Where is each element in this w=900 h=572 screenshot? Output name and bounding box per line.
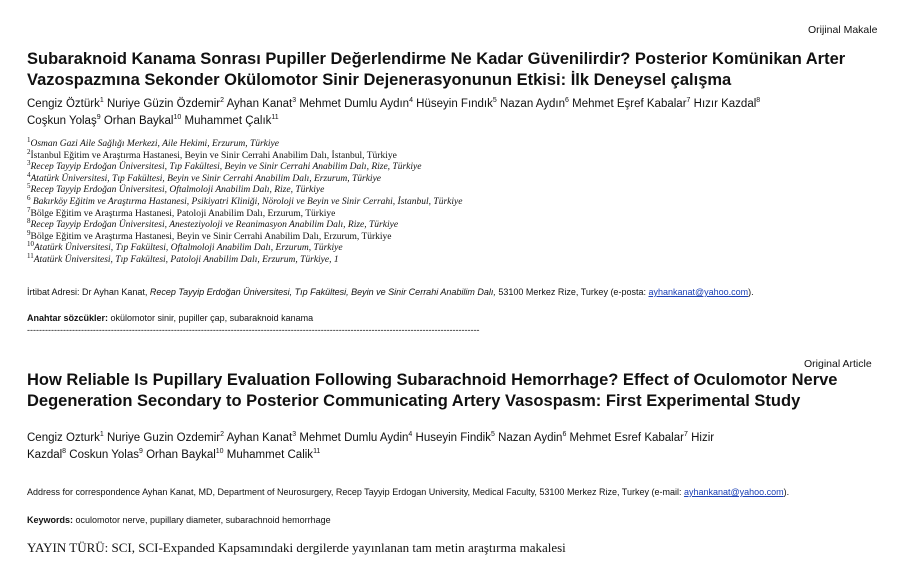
- affiliation-text: Recep Tayyip Erdoğan Üniversitesi, Anesteziyoloji ve Reanimasyon Anabilim Dalı, Rize, Türkiye: [30, 220, 399, 231]
- author-affiliation-number: 8: [62, 448, 67, 456]
- correspondence-tr: [27, 287, 887, 297]
- affiliation-text: Recep Tayyip Erdoğan Üniversitesi, Tıp Fakültesi, Beyin ve Sinir Cerrahi Anabilim Dalı, Rize, Türkiye: [30, 162, 422, 173]
- keywords-en-label: Keywords:: [27, 515, 74, 525]
- author-name: Orhan Baykal: [146, 449, 216, 461]
- correspondence-en-text: Address for correspondence Ayhan Kanat, MD, Department of Neurosurgery, Recep Tayyip Erdogan University, Medical Faculty, 53100 Merkez Rize, Turkey (e-mail:: [27, 487, 684, 497]
- affiliation-item: [27, 182, 887, 197]
- affiliation-item: [27, 159, 887, 174]
- affiliation-item: [27, 217, 887, 232]
- author-name: Nuriye Güzin Özdemir: [106, 98, 221, 110]
- author-affiliation-number: 7: [683, 431, 688, 439]
- author-name: Kazdal: [27, 449, 63, 461]
- correspondence-tr-institution: Recep Tayyip Erdoğan Üniversitesi, Tıp Fakültesi, Beyin ve Sinir Cerrahi Anabilim Dalı,: [149, 287, 496, 297]
- affiliation-item: [27, 205, 887, 221]
- publication-type-note: YAYIN TÜRÜ: SCI, SCI-Expanded Kapsamındaki dergilerde yayınlanan tam metin araştırma makalesi: [27, 540, 566, 555]
- title-tr-line2: Vazospazmına Sekonder Okülomotor Sinir Dejenerasyonunun Etkisi: İlk Deneysel çalışma: [27, 71, 732, 89]
- affiliation-number: 4: [27, 170, 31, 179]
- author-name: Muhammet Çalık: [184, 115, 272, 127]
- affiliation-text: Bakırköy Eğitim ve Araştırma Hastanesi, Psikiyatri Kliniği, Nöroloji ve Beyin ve Sinir Cerrahi, İstanbul, Türkiye: [30, 196, 463, 207]
- author-affiliation-number: 4: [409, 97, 413, 105]
- author-name: Nazan Aydin: [498, 432, 563, 444]
- title-tr: [27, 49, 887, 91]
- author-affiliation-number: 3: [292, 431, 297, 439]
- affiliation-text: Atatürk Üniversitesi, Tıp Fakültesi, Beyin ve Sinir Cerrahi Anabilim Dalı, Erzurum, Türkiye: [30, 173, 381, 184]
- author-name: Coşkun Yolaş: [27, 115, 97, 127]
- author-name: Ayhan Kanat: [226, 432, 293, 444]
- authors-tr-line1: [27, 96, 887, 113]
- affiliation-item: [27, 228, 887, 244]
- affiliation-number: 8: [27, 217, 31, 225]
- author-name: Ayhan Kanat: [226, 98, 293, 110]
- article-type-tr: Orijinal Makale: [808, 24, 878, 36]
- author-affiliation-number: 2: [220, 431, 224, 439]
- correspondence-tr-address: 53100 Merkez Rize, Turkey (e-posta:: [495, 287, 649, 297]
- keywords-en: [27, 515, 331, 525]
- author-name: Nazan Aydın: [499, 98, 565, 110]
- author-name: Hızır Kazdal: [693, 98, 757, 110]
- affiliation-text: Recep Tayyip Erdoğan Üniversitesi, Oftalmoloji Anabilim Dalı, Rize, Türkiye: [30, 185, 325, 196]
- author-affiliation-number: 9: [96, 114, 101, 122]
- affiliation-number: 5: [27, 182, 31, 191]
- author-affiliation-number: 3: [292, 97, 297, 105]
- author-affiliation-number: 11: [271, 114, 279, 122]
- author-affiliation-number: 8: [756, 97, 761, 105]
- author-affiliation-number: 11: [313, 448, 321, 456]
- email-link-tr[interactable]: ayhankanat@yahoo.com: [648, 287, 749, 297]
- affiliation-text: Atatürk Üniversitesi, Tıp Fakültesi, Oftalmoloji Anabilim Dalı, Erzurum, Türkiye: [34, 243, 343, 254]
- authors-en: [27, 430, 887, 464]
- author-affiliation-number: 4: [408, 431, 413, 439]
- affiliation-item: [27, 147, 887, 163]
- author-affiliation-number: 7: [686, 97, 691, 105]
- affiliation-number: 10: [27, 240, 34, 249]
- title-en: [27, 370, 887, 412]
- affiliation-number: 11: [27, 251, 34, 260]
- correspondence-tr-end: ).: [748, 287, 754, 297]
- keywords-tr-label: Anahtar sözcükler:: [27, 313, 109, 323]
- authors-tr-line2: [27, 113, 887, 130]
- article-type-en: Original Article: [804, 358, 872, 370]
- authors-tr: [27, 96, 887, 130]
- author-affiliation-number: 6: [562, 431, 567, 439]
- affiliation-text: İstanbul Eğitim ve Araştırma Hastanesi, Beyin ve Sinir Cerrahi Anabilim Dalı, İstanbul, Türkiye: [30, 150, 397, 161]
- author-affiliation-number: 6: [565, 97, 569, 105]
- affiliation-item: [27, 251, 887, 267]
- author-name: Cengiz Öztürk: [27, 98, 100, 110]
- title-en-line2: Degeneration Secondary to Posterior Communicating Artery Vasospasm: First Experimental Study: [27, 392, 801, 410]
- affiliation-number: 1: [27, 135, 31, 144]
- author-name: Mehmet Dumlu Aydın: [299, 98, 410, 110]
- keywords-tr-list: okülomotor sinir, pupiller çap, subaraknoid kanama: [108, 313, 314, 323]
- author-name: Cengiz Ozturk: [27, 432, 100, 444]
- author-name: Hüseyin Fındık: [416, 98, 493, 110]
- author-name: Hizir: [691, 432, 715, 444]
- author-affiliation-number: 5: [490, 431, 495, 439]
- author-affiliation-number: 1: [99, 431, 104, 439]
- correspondence-en-end: ).: [783, 487, 790, 497]
- title-en-line1: How Reliable Is Pupillary Evaluation Following Subarachnoid Hemorrhage? Effect of Oculomotor Nerve: [27, 371, 838, 389]
- affiliation-number: 2: [27, 147, 31, 156]
- authors-en-line1: [27, 430, 887, 447]
- affiliations-list: [27, 135, 887, 267]
- email-link-en[interactable]: ayhankanat@yahoo.com: [683, 487, 784, 497]
- author-affiliation-number: 1: [99, 97, 104, 105]
- author-name: Mehmet Eşref Kabalar: [572, 98, 687, 110]
- affiliation-item: [27, 240, 887, 255]
- correspondence-en: [27, 487, 887, 497]
- author-affiliation-number: 5: [492, 97, 497, 105]
- affiliation-item: [27, 170, 887, 186]
- affiliation-text: Bölge Eğitim ve Araştırma Hastanesi, Patoloji Anabilim Dalı, Erzurum, Türkiye: [30, 208, 336, 219]
- affiliation-number: 6: [27, 193, 31, 202]
- keywords-tr: [27, 313, 313, 323]
- affiliation-number: 3: [27, 159, 31, 168]
- author-name: Nuriye Guzin Ozdemir: [106, 432, 221, 444]
- author-name: Mehmet Esref Kabalar: [569, 432, 684, 444]
- affiliation-number: 9: [27, 228, 31, 237]
- affiliation-item: [27, 135, 887, 151]
- author-affiliation-number: 2: [220, 97, 224, 105]
- author-name: Coskun Yolas: [69, 449, 139, 461]
- keywords-en-list: oculomotor nerve, pupillary diameter, subarachnoid hemorrhage: [73, 515, 331, 525]
- author-affiliation-number: 10: [215, 448, 224, 456]
- author-affiliation-number: 9: [138, 448, 143, 456]
- affiliation-item: [27, 193, 887, 209]
- affiliation-text: Atatürk Üniversitesi, Tıp Fakültesi, Patoloji Anabilim Dalı, Erzurum, Türkiye, 1: [33, 254, 339, 265]
- separator-line: -------------------------------------------------------------------------------------------------------------------------------------------------------: [27, 325, 480, 335]
- author-name: Mehmet Dumlu Aydin: [299, 432, 409, 444]
- affiliation-text: Bölge Eğitim ve Araştırma Hastanesi, Beyin ve Sinir Cerrahi Anabilim Dalı, Erzurum, Türkiye: [30, 231, 392, 242]
- author-name: Orhan Baykal: [103, 115, 174, 127]
- authors-en-line2: [27, 447, 887, 464]
- author-name: Muhammet Calik: [226, 449, 314, 461]
- author-affiliation-number: 10: [173, 114, 182, 122]
- affiliation-number: 7: [27, 205, 31, 214]
- affiliation-text: Osman Gazi Aile Sağlığı Merkezi, Aile Hekimi, Erzurum, Türkiye: [30, 139, 279, 149]
- correspondence-tr-label: İrtibat Adresi: Dr Ayhan Kanat,: [27, 287, 150, 297]
- title-tr-line1: Subaraknoid Kanama Sonrası Pupiller Değerlendirme Ne Kadar Güvenilirdir? Posterior Komünikan Arter: [27, 50, 846, 68]
- author-name: Huseyin Findik: [415, 432, 491, 444]
